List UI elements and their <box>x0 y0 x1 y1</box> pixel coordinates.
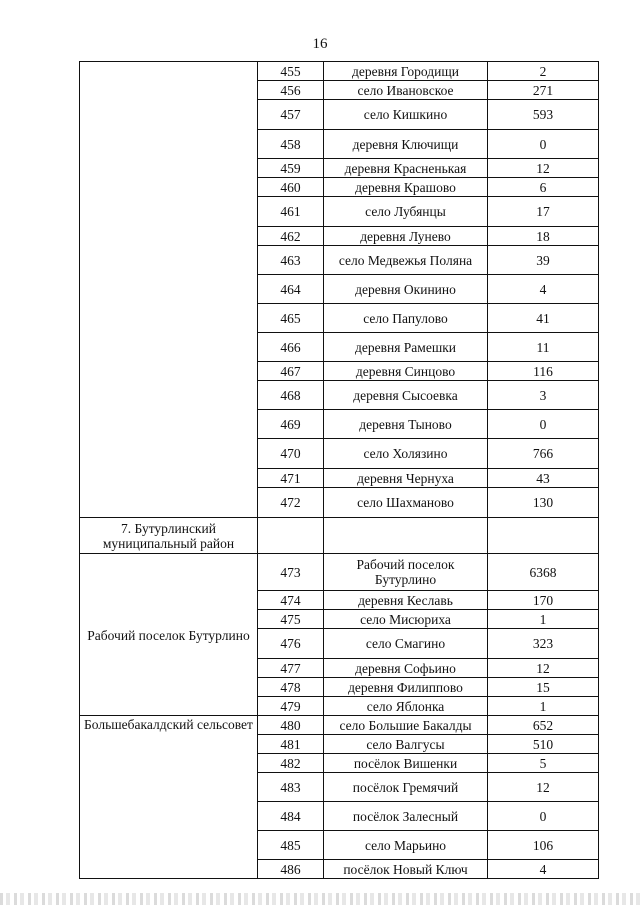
population-cell: 1 <box>488 610 599 629</box>
settlement-name-cell: село Большие Бакалды <box>324 716 488 735</box>
population-cell: 593 <box>488 100 599 130</box>
settlement-name-cell: село Холязино <box>324 439 488 469</box>
row-number-cell <box>258 518 324 554</box>
row-number-cell: 461 <box>258 197 324 227</box>
table-row <box>80 62 599 81</box>
population-cell: 11 <box>488 333 599 362</box>
row-number-cell: 479 <box>258 697 324 716</box>
population-cell: 15 <box>488 678 599 697</box>
settlement-name-cell: село Марьино <box>324 831 488 860</box>
row-number-cell: 462 <box>258 227 324 246</box>
settlement-name-cell: деревня Кеславь <box>324 591 488 610</box>
settlement-name-cell: село Мисюриха <box>324 610 488 629</box>
population-cell: 18 <box>488 227 599 246</box>
population-cell: 39 <box>488 246 599 275</box>
row-number-cell: 473 <box>258 554 324 591</box>
row-number-cell: 476 <box>258 629 324 659</box>
settlement-name-cell: деревня Тыново <box>324 410 488 439</box>
row-number-cell: 480 <box>258 716 324 735</box>
population-cell: 170 <box>488 591 599 610</box>
population-cell: 43 <box>488 469 599 488</box>
table-row <box>80 554 599 591</box>
population-cell: 116 <box>488 362 599 381</box>
settlement-name-cell: село Кишкино <box>324 100 488 130</box>
population-cell: 323 <box>488 629 599 659</box>
settlement-name-cell: село Папулово <box>324 304 488 333</box>
row-number-cell: 475 <box>258 610 324 629</box>
population-cell: 106 <box>488 831 599 860</box>
row-number-cell: 478 <box>258 678 324 697</box>
row-number-cell: 470 <box>258 439 324 469</box>
area-cell: Большебакалдский сельсовет <box>80 716 258 879</box>
population-cell: 6 <box>488 178 599 197</box>
row-number-cell: 472 <box>258 488 324 518</box>
row-number-cell: 463 <box>258 246 324 275</box>
settlement-name-cell: деревня Лунево <box>324 227 488 246</box>
population-cell: 652 <box>488 716 599 735</box>
population-cell: 5 <box>488 754 599 773</box>
settlement-name-cell <box>324 518 488 554</box>
page-number: 16 <box>312 36 328 52</box>
settlement-name-cell: Рабочий поселок Бутурлино <box>324 554 488 591</box>
settlement-name-cell: деревня Красненькая <box>324 159 488 178</box>
population-cell: 12 <box>488 159 599 178</box>
population-cell: 12 <box>488 659 599 678</box>
district-name-cell: 7. Бутурлинский муниципальный район <box>80 518 258 554</box>
population-cell: 1 <box>488 697 599 716</box>
row-number-cell: 455 <box>258 62 324 81</box>
settlement-name-cell: деревня Окинино <box>324 275 488 304</box>
settlement-name-cell: село Шахманово <box>324 488 488 518</box>
row-number-cell: 467 <box>258 362 324 381</box>
population-cell: 41 <box>488 304 599 333</box>
population-cell: 766 <box>488 439 599 469</box>
row-number-cell: 486 <box>258 860 324 879</box>
row-number-cell: 458 <box>258 130 324 159</box>
settlement-name-cell: посёлок Гремячий <box>324 773 488 802</box>
population-cell: 2 <box>488 62 599 81</box>
row-number-cell: 466 <box>258 333 324 362</box>
row-number-cell: 483 <box>258 773 324 802</box>
population-cell: 0 <box>488 130 599 159</box>
settlement-name-cell: деревня Филиппово <box>324 678 488 697</box>
row-number-cell: 459 <box>258 159 324 178</box>
row-number-cell: 482 <box>258 754 324 773</box>
population-cell: 4 <box>488 860 599 879</box>
population-cell: 17 <box>488 197 599 227</box>
row-number-cell: 481 <box>258 735 324 754</box>
settlement-name-cell: село Валгусы <box>324 735 488 754</box>
row-number-cell: 468 <box>258 381 324 410</box>
settlement-name-cell: деревня Крашово <box>324 178 488 197</box>
settlement-name-cell: деревня Ключищи <box>324 130 488 159</box>
settlement-name-cell: село Лубянцы <box>324 197 488 227</box>
scan-artifact <box>0 893 640 905</box>
settlement-name-cell: село Медвежья Поляна <box>324 246 488 275</box>
row-number-cell: 474 <box>258 591 324 610</box>
settlement-name-cell: деревня Городищи <box>324 62 488 81</box>
population-cell: 510 <box>488 735 599 754</box>
settlement-name-cell: село Яблонка <box>324 697 488 716</box>
population-cell: 4 <box>488 275 599 304</box>
row-number-cell: 484 <box>258 802 324 831</box>
row-number-cell: 469 <box>258 410 324 439</box>
area-cell <box>80 62 258 518</box>
population-cell: 0 <box>488 802 599 831</box>
settlement-name-cell: посёлок Новый Ключ <box>324 860 488 879</box>
district-header-row <box>80 518 599 554</box>
row-number-cell: 457 <box>258 100 324 130</box>
settlement-name-cell: деревня Рамешки <box>324 333 488 362</box>
settlement-name-cell: посёлок Вишенки <box>324 754 488 773</box>
row-number-cell: 485 <box>258 831 324 860</box>
table-row <box>80 716 599 735</box>
population-cell: 271 <box>488 81 599 100</box>
row-number-cell: 477 <box>258 659 324 678</box>
row-number-cell: 465 <box>258 304 324 333</box>
row-number-cell: 471 <box>258 469 324 488</box>
settlement-name-cell: село Ивановское <box>324 81 488 100</box>
population-cell: 6368 <box>488 554 599 591</box>
population-cell <box>488 518 599 554</box>
row-number-cell: 464 <box>258 275 324 304</box>
settlement-name-cell: деревня Сысоевка <box>324 381 488 410</box>
settlement-name-cell: посёлок Залесный <box>324 802 488 831</box>
settlement-name-cell: деревня Синцово <box>324 362 488 381</box>
population-cell: 0 <box>488 410 599 439</box>
row-number-cell: 456 <box>258 81 324 100</box>
area-cell: Рабочий поселок Бутурлино <box>80 554 258 716</box>
settlements-table <box>79 61 599 879</box>
population-cell: 12 <box>488 773 599 802</box>
settlement-name-cell: деревня Чернуха <box>324 469 488 488</box>
settlement-name-cell: деревня Софьино <box>324 659 488 678</box>
population-cell: 130 <box>488 488 599 518</box>
settlement-name-cell: село Смагино <box>324 629 488 659</box>
population-cell: 3 <box>488 381 599 410</box>
row-number-cell: 460 <box>258 178 324 197</box>
